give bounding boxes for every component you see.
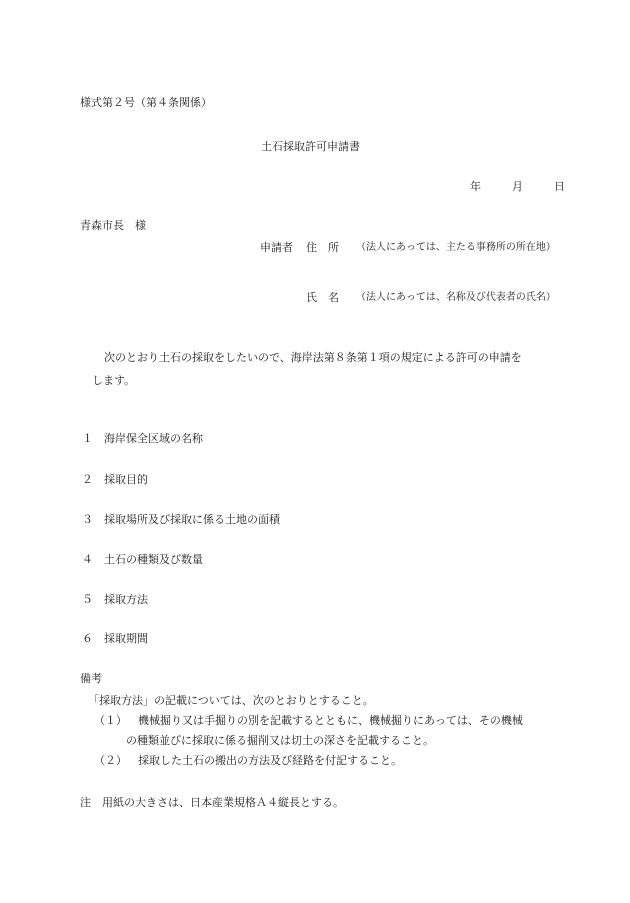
list-item bbox=[82, 433, 203, 444]
date-line bbox=[470, 181, 565, 192]
applicant-label: 申請者 bbox=[260, 241, 293, 254]
list-item bbox=[82, 554, 203, 565]
footnote: 注 用紙の大きさは、日本産業規格Ａ４縦長とする。 bbox=[80, 796, 344, 809]
list-item bbox=[82, 594, 148, 605]
page-title: 土石採取許可申請書 bbox=[261, 140, 360, 153]
list-item bbox=[82, 514, 280, 525]
item-label: 採取場所及び採取に係る土地の面積 bbox=[104, 513, 280, 526]
name-label: 氏 名 bbox=[306, 291, 339, 304]
body-text-line2: します。 bbox=[92, 374, 136, 387]
item-number: ２ bbox=[82, 473, 93, 486]
addressee: 青森市長 様 bbox=[80, 219, 146, 232]
address-note: （法人にあっては、主たる事務所の所在地） bbox=[356, 242, 556, 253]
form-number: 様式第２号（第４条関係） bbox=[80, 96, 212, 109]
item-label: 土石の種類及び数量 bbox=[104, 553, 203, 566]
remarks-heading: 備考 bbox=[80, 672, 102, 685]
address-label: 住 所 bbox=[306, 241, 339, 254]
date-month: 月 bbox=[512, 180, 523, 193]
body-text-line1: 次のとおり土石の採取をしたいので、海岸法第８条第１項の規定による許可の申請を bbox=[104, 351, 522, 364]
item-label: 採取方法 bbox=[104, 593, 148, 606]
date-year: 年 bbox=[470, 180, 481, 193]
note1-number: （１） bbox=[94, 714, 127, 727]
note2-text: 採取した土石の搬出の方法及び経路を付記すること。 bbox=[138, 754, 402, 767]
item-label: 採取期間 bbox=[104, 632, 148, 645]
date-day: 日 bbox=[554, 180, 565, 193]
item-number: ４ bbox=[82, 553, 93, 566]
note1-line1: 機械掘り又は手掘りの別を記載するとともに、機械掘りにあっては、その機械 bbox=[138, 714, 523, 727]
item-number: ６ bbox=[82, 632, 93, 645]
name-note: （法人にあっては、名称及び代表者の氏名） bbox=[356, 292, 556, 303]
item-number: ３ bbox=[82, 513, 93, 526]
note2-number: （２） bbox=[94, 754, 127, 767]
list-item bbox=[82, 474, 148, 485]
remarks-intro: 「採取方法」の記載については、次のとおりとすること。 bbox=[88, 694, 374, 707]
list-item bbox=[82, 633, 148, 644]
item-number: １ bbox=[82, 432, 93, 445]
item-number: ５ bbox=[82, 593, 93, 606]
note1-line2: の種類並びに採取に係る掘削又は切土の深さを記載すること。 bbox=[126, 734, 434, 747]
item-label: 採取目的 bbox=[104, 473, 148, 486]
item-label: 海岸保全区域の名称 bbox=[104, 432, 203, 445]
